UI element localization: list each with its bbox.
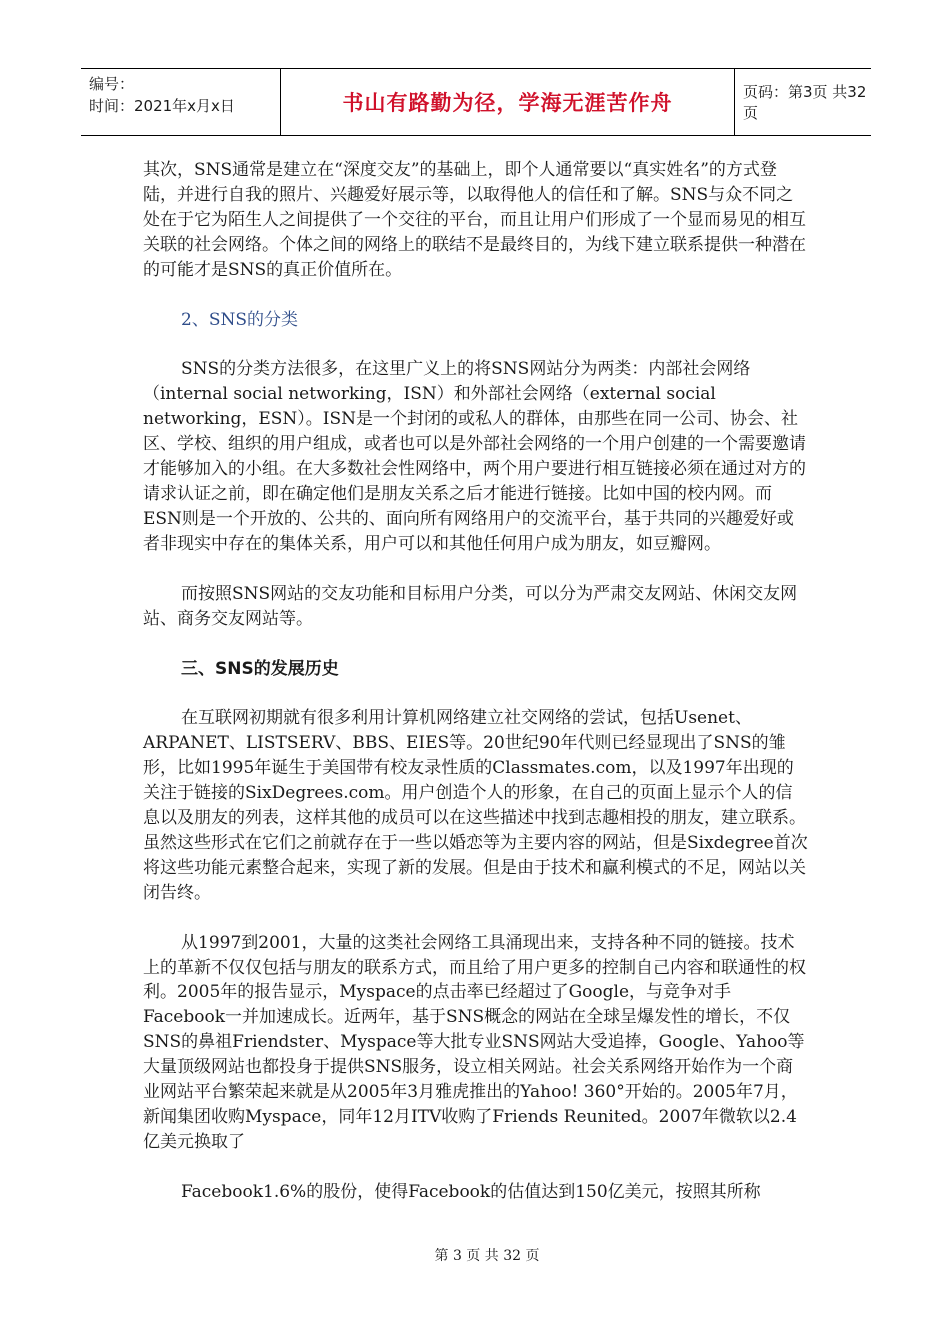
section-heading-sns-history: 三、SNS的发展历史: [181, 658, 339, 679]
section-heading-sns-classification: 2、SNS的分类: [181, 309, 298, 330]
paragraph-history-early: 在互联网初期就有很多利用计算机网络建立社交网络的尝试，包括Usenet、ARPANET、LISTSERV、BBS、EIES等。20世纪90年代则已经显现出了SNS的雏形，比如1995年诞生于美国带有校友录性质的Classmates.com，以及1997年出现的关注于链接的SixDegrees.com。用户创造个人的形象，在自己的页面上显示个人的信息以及朋友的列表，这样其他的成员可以在这些描述中找到志趣相投的朋友，建立联系。虽然这些形式在它们之前就存在于一些以婚恋等为主要内容的网站，但是Sixdegree首次将这些功能元素整合起来，实现了新的发展。但是由于技术和赢利模式的不足，网站以关闭告终。: [143, 708, 808, 903]
document-time-label: 时间：2021年x月x日: [89, 97, 235, 115]
paragraph-intro: 其次，SNS通常是建立在“深度交友”的基础上，即个人通常要以“真实姓名”的方式登陆，并进行自我的照片、兴趣爱好展示等，以取得他人的信任和了解。SNS与众不同之处在于它为陌生人之间提供了一个交往的平台，而且让用户们形成了一个显而易见的相互关联的社会网络。个体之间的网络上的联结不是最终目的，为线下建立联系提供一种潜在的可能才是SNS的真正价值所在。: [143, 160, 806, 280]
header-meta: [81, 69, 281, 135]
page-footer: 第 3 页 共 32 页: [434, 1248, 540, 1264]
paragraph-classification-by-function: 而按照SNS网站的交友功能和目标用户分类，可以分为严肃交友网站、休闲交友网站、商务交友网站等。: [143, 583, 798, 629]
page-number-label: 页码：第3页 共32页: [743, 83, 867, 122]
paragraph-history-facebook: Facebook1.6%的股份，使得Facebook的估值达到150亿美元，按照其所称: [181, 1181, 761, 1202]
header-page-cell: [735, 69, 871, 135]
document-number-label: 编号：: [89, 75, 135, 93]
page-header: [81, 68, 871, 136]
paragraph-history-growth: 从1997到2001，大量的这类社会网络工具涌现出来，支持各种不同的链接。技术上的革新不仅仅包括与朋友的联系方式，而且给了用户更多的控制自己内容和联通性的权利。2005年的报告显示，Myspace的点击率已经超过了Google，与竞争对手Facebook一并加速成长。近两年，基于SNS概念的网站在全球呈爆发性的增长，不仅SNS的鼻祖Friendster、Myspace等大批专业SNS网站大受追捧，Google、Yahoo等大量顶级网站也都投身于提供SNS服务，设立相关网站。社会关系网络开始作为一个商业网站平台繁荣起来就是从2005年3月雅虎推出的Yahoo! 360°开始的。2005年7月，新闻集团收购Myspace，同年12月ITV收购了Friends Reunited。2007年微软以2.4亿美元换取了: [143, 932, 806, 1152]
paragraph-classification: SNS的分类方法很多，在这里广义上的将SNS网站分为两类：内部社会网络（internal social networking，ISN）和外部社会网络（external social networking，ESN）。ISN是一个封闭的或私人的群体，由那些在同一公司、协会、社区、学校、组织的用户组成，或者也可以是外部社会网络的一个用户创建的一个需要邀请才能够加入的小组。在大多数社会性网络中，两个用户要进行相互链接必须在通过对方的请求认证之前，即在确定他们是朋友关系之后才能进行链接。比如中国的校内网。而ESN则是一个开放的、公共的、面向所有网络用户的交流平台，基于共同的兴趣爱好或者非现实中存在的集体关系，用户可以和其他任何用户成为朋友，如豆瓣网。: [143, 359, 806, 554]
header-motto-cell: [281, 69, 735, 135]
document-body: [143, 158, 808, 1205]
motto-text: 书山有路勤为径，学海无涯苦作舟: [342, 91, 673, 115]
